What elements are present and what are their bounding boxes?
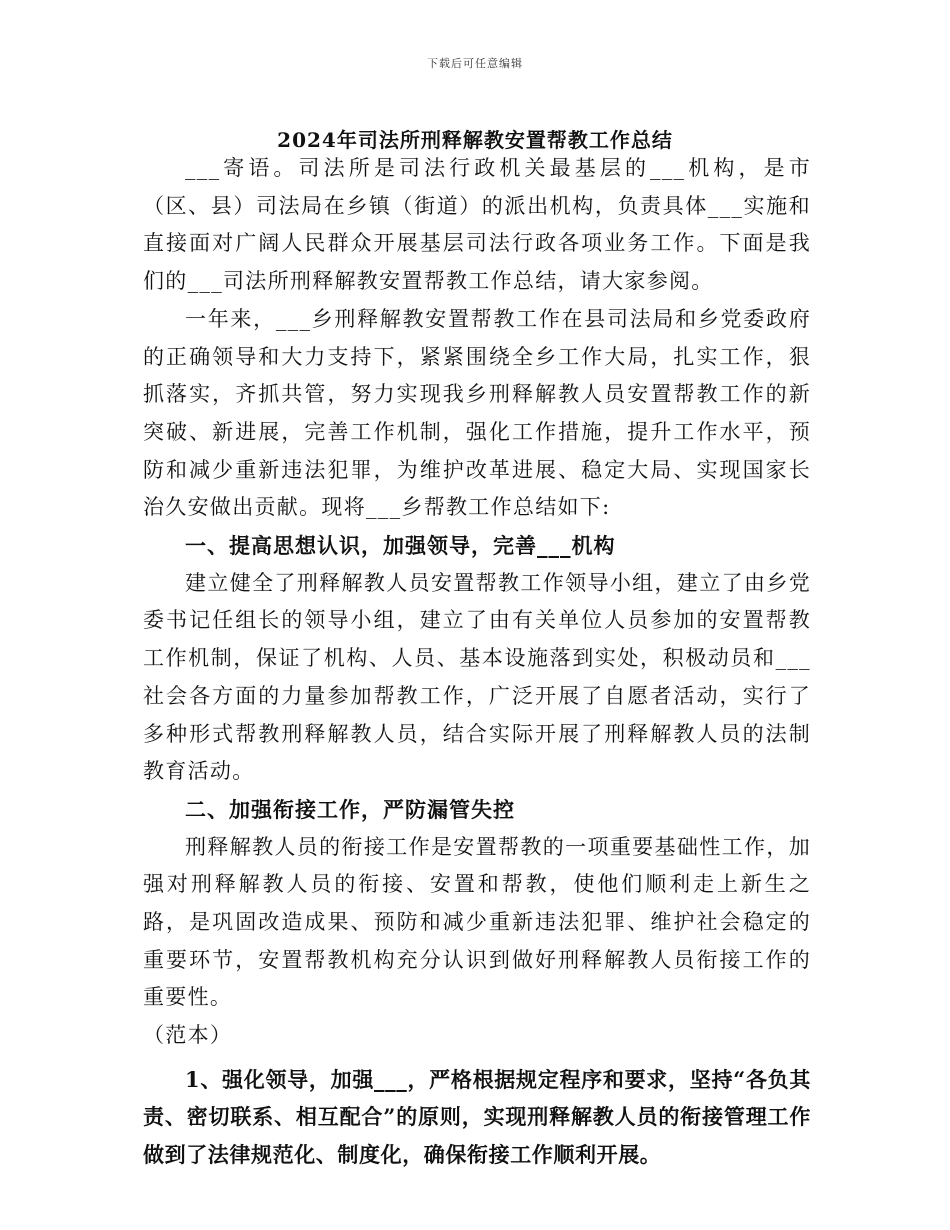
document-title: 2024年司法所刑释解教安置帮教工作总结	[277, 128, 673, 152]
subsection-1-paragraph: 1、强化领导，加强___，严格根据规定程序和要求，坚持“各负其责、密切联系、相互配合”的原则，实现刑释解教人员的衔接管理工作做到了法律规范化、制度化，确保衔接工作顺利开展。	[143, 1066, 811, 1167]
intro-paragraph: ___寄语。司法所是司法行政机关最基层的___机构，是市（区、县）司法局在乡镇（街道）的派出机构，负责具体___实施和直接面对广阔人民群众开展基层司法行政各项业务工作。下面是我们的___司法所刑释解教安置帮教工作总结，请大家参阅。	[143, 156, 811, 294]
section-heading-2: 二、加强衔接工作，严防漏管失控	[185, 796, 515, 822]
document-body	[143, 150, 811, 1173]
section-1-paragraph: 建立健全了刑释解教人员安置帮教工作领导小组，建立了由乡党委书记任组长的领导小组，建立了由有关单位人员参加的安置帮教工作机制，保证了机构、人员、基本设施落到实处，积极动员和___社会各方面的力量参加帮教工作，广泛开展了自愿者活动，实行了多种形式帮教刑释解教人员，结合实际开展了刑释解教人员的法制教育活动。	[143, 570, 811, 784]
header-note: 下载后可任意编辑	[427, 57, 523, 70]
section-2-paragraph: 刑释解教人员的衔接工作是安置帮教的一项重要基础性工作，加强对刑释解教人员的衔接、安置和帮教，使他们顺利走上新生之路，是巩固改造成果、预防和减少重新违法犯罪、维护社会稳定的重要环节，安置帮教机构充分认识到做好刑释解教人员衔接工作的重要性。	[143, 834, 811, 1010]
summary-paragraph: 一年来，___乡刑释解教安置帮教工作在县司法局和乡党委政府的正确领导和大力支持下，紧紧围绕全乡工作大局，扎实工作，狠抓落实，齐抓共管，努力实现我乡刑释解教人员安置帮教工作的新突破、新进展，完善工作机制，强化工作措施，提升工作水平，预防和减少重新违法犯罪，为维护改革进展、稳定大局、实现国家长治久安做出贡献。现将___乡帮教工作总结如下:	[143, 306, 811, 520]
template-note: （范本）	[143, 1023, 233, 1048]
section-heading-1: 一、提高思想认识，加强领导，完善___机构	[185, 533, 616, 559]
